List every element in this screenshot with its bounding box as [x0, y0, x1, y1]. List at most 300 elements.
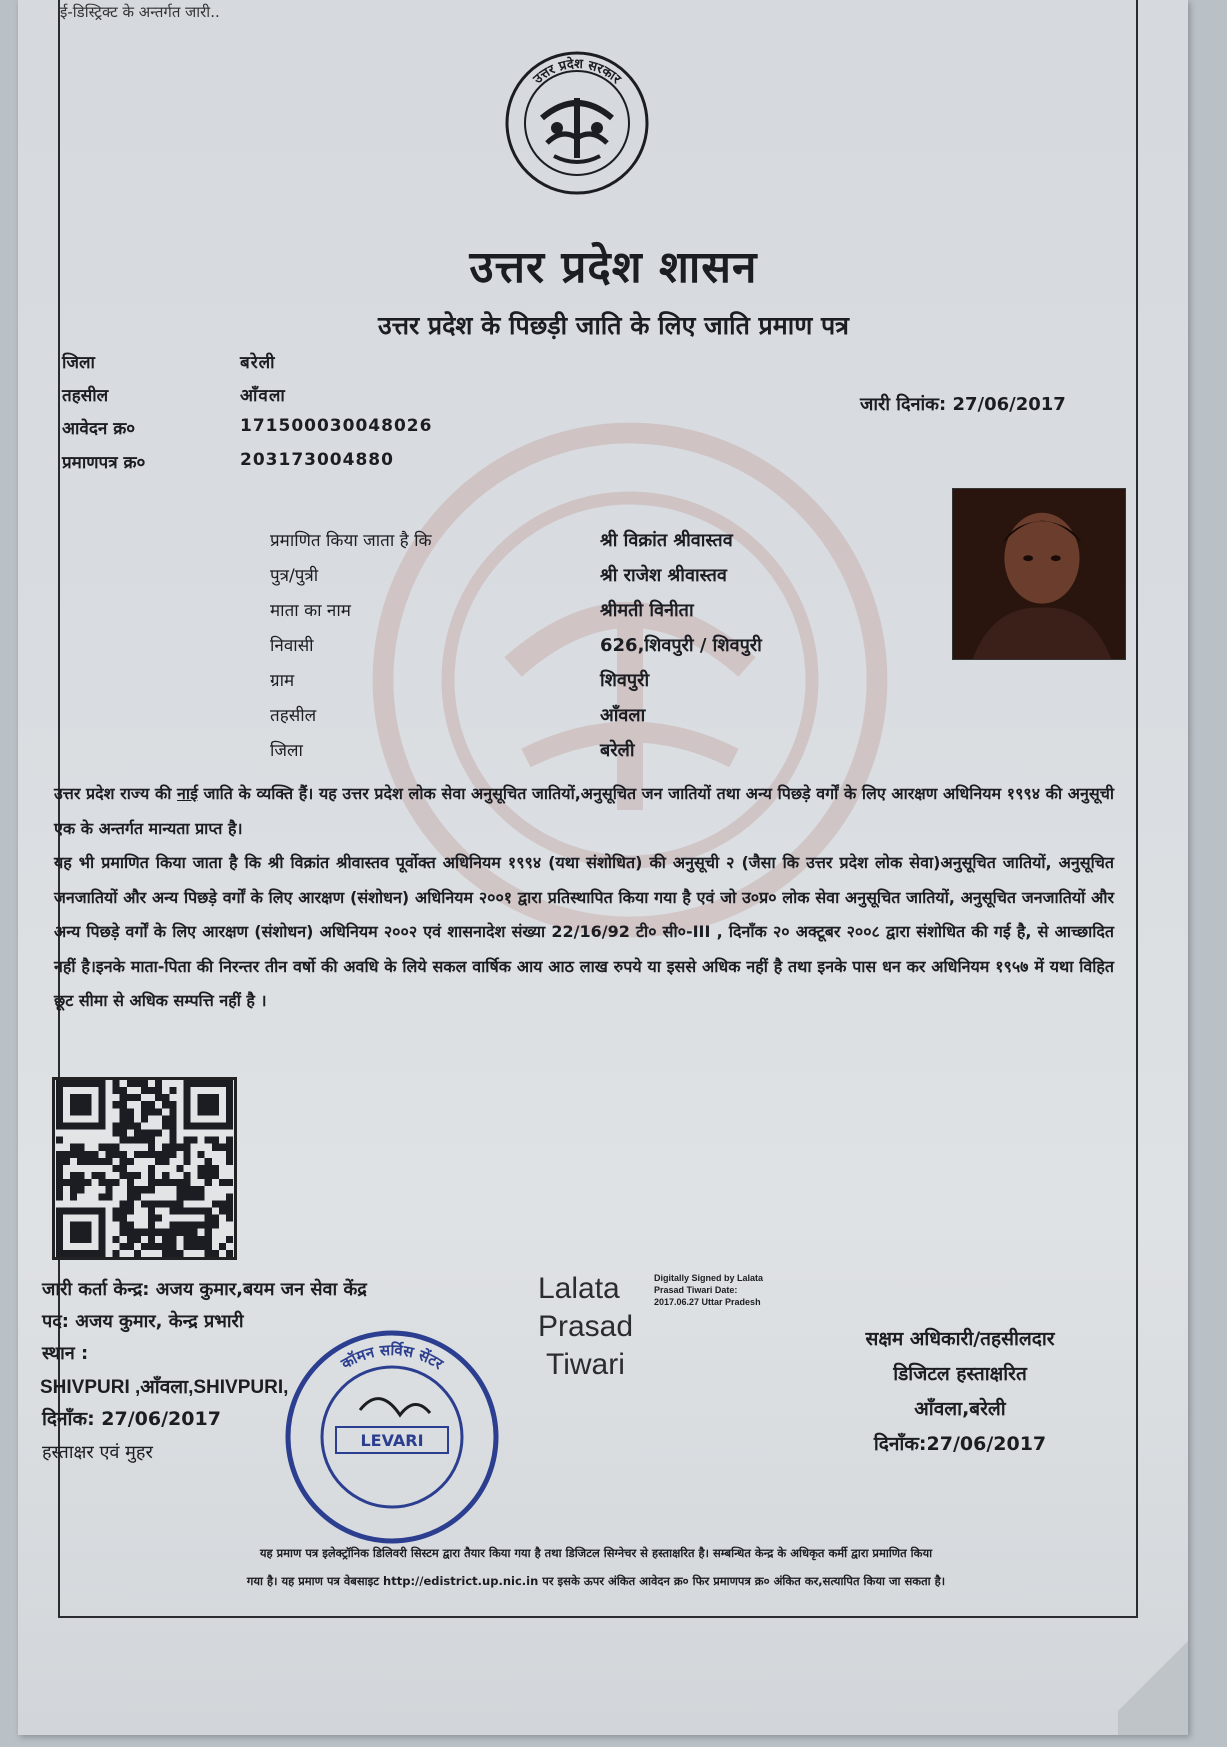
qr-module	[141, 1151, 148, 1158]
qr-module	[219, 1179, 226, 1186]
qr-module	[162, 1094, 169, 1101]
applicant-photo	[952, 488, 1126, 660]
qr-module	[127, 1207, 134, 1214]
detail-tehsil: आँवला	[600, 705, 646, 726]
qr-module	[120, 1200, 127, 1207]
signature-and-seal-label: हस्ताक्षर एवं मुहर	[42, 1442, 153, 1463]
qr-module	[84, 1158, 91, 1165]
qr-module	[155, 1151, 162, 1158]
creamy-layer-statement: यह भी प्रमाणित किया जाता है कि श्री विक्रांत श्रीवास्तव पूर्वोक्त अधिनियम १९९४ (यथा संशोधित) की अनुसूची २ (जैसा कि उत्तर प्रदेश लोक सेवा)अनुसूचित जातियों, अनुसूचित जनजातियों और अन्य पिछड़े वर्गों के लिए आरक्षण (संशोधन) अधिनियम २००१ द्वारा प्रतिस्थापित किया गया है एवं जो उ०प्र० लोक सेवा अनुसूचित जातियों, अनुसूचित जनजातियों और अन्य पिछड़े वर्गों के लिए आरक्षण (संशोधन) अधिनियम २००२ एवं शासनादेश संख्या 22/16/92 टी० सी०-III , दिनाँक २० अक्टूबर २००८ द्वारा संशोधित की गई है, से आच्छादित नहीं है।इनके माता-पिता की निरन्तर तीन वर्षो की अवधि के लिये सकल वार्षिक आय आठ लाख रुपये या इससे अधिक नहीं है तथा इनके पास धन कर अधिनियम १९५७ में यथा विहित छूट सीमा से अधिक सम्पत्ति नहीं है ।	[54, 853, 1114, 1010]
qr-module	[127, 1186, 134, 1193]
qr-module	[183, 1172, 190, 1179]
qr-module	[113, 1122, 120, 1129]
qr-module	[91, 1172, 98, 1179]
qr-module	[127, 1193, 134, 1200]
center-seal-stamp	[280, 1325, 505, 1550]
qr-module	[191, 1137, 198, 1144]
qr-module	[198, 1186, 205, 1193]
qr-module	[169, 1229, 176, 1236]
qr-module	[127, 1222, 134, 1229]
qr-module	[155, 1179, 162, 1186]
qr-module	[205, 1215, 212, 1222]
qr-code	[52, 1077, 237, 1260]
place-value: SHIVPURI ,आँवला,SHIVPURI,	[40, 1377, 289, 1398]
qr-module	[205, 1137, 212, 1144]
qr-module	[162, 1172, 169, 1179]
issuer-post: पद: अजय कुमार, केन्द्र प्रभारी	[42, 1311, 244, 1332]
officer-date: दिनाँक:27/06/2017	[873, 1433, 1047, 1455]
qr-module	[148, 1165, 155, 1172]
qr-module	[141, 1130, 148, 1137]
qr-module	[191, 1207, 198, 1214]
emblem-ring-text: उत्तर प्रदेश सरकार	[530, 56, 624, 88]
qr-module	[141, 1229, 148, 1236]
qr-module	[120, 1215, 127, 1222]
qr-module	[113, 1087, 120, 1094]
qr-module	[183, 1137, 190, 1144]
qr-module	[84, 1179, 91, 1186]
qr-module	[127, 1179, 134, 1186]
qr-module	[148, 1172, 155, 1179]
application-number-value: 171500030048026	[240, 416, 433, 436]
qr-module	[56, 1172, 63, 1179]
qr-module	[162, 1144, 169, 1151]
qr-module	[176, 1186, 183, 1193]
stamp-ring-text: कॉमन सर्विस सेंटर	[338, 1340, 447, 1374]
qr-module	[148, 1222, 155, 1229]
qr-module	[148, 1144, 155, 1151]
qr-module	[120, 1172, 127, 1179]
tehsil-label: तहसील	[62, 386, 109, 406]
qr-module	[113, 1130, 120, 1137]
qr-module	[183, 1243, 190, 1250]
qr-module	[141, 1108, 148, 1115]
qr-module	[162, 1229, 169, 1236]
qr-module	[127, 1080, 134, 1087]
qr-module	[176, 1229, 183, 1236]
qr-module	[120, 1115, 127, 1122]
qr-module	[169, 1108, 176, 1115]
caste-statement-suffix: जाति के व्यक्ति हैं। यह उत्तर प्रदेश लोक सेवा अनुसूचित जातियों,अनुसूचित जन जातियों तथा अन्य पिछड़े वर्गों के लिए आरक्षण अधिनियम १९९४ की अनुसूची एक के अन्तर्गत मान्यता प्राप्त है।	[54, 784, 1114, 838]
qr-module	[120, 1222, 127, 1229]
qr-module	[176, 1165, 183, 1172]
qr-module	[205, 1172, 212, 1179]
qr-module	[127, 1122, 134, 1129]
qr-module	[98, 1144, 105, 1151]
qr-module	[226, 1179, 233, 1186]
place-label: स्थान :	[42, 1343, 89, 1364]
qr-module	[212, 1144, 219, 1151]
qr-module	[148, 1108, 155, 1115]
qr-module	[120, 1094, 127, 1101]
qr-module	[226, 1158, 233, 1165]
qr-module	[183, 1151, 190, 1158]
qr-module	[106, 1158, 113, 1165]
qr-module	[226, 1207, 233, 1214]
qr-module	[113, 1250, 120, 1257]
qr-module	[219, 1243, 226, 1250]
qr-module	[141, 1101, 148, 1108]
qr-module	[162, 1158, 169, 1165]
qr-module	[176, 1144, 183, 1151]
issuer-date: दिनाँक: 27/06/2017	[42, 1408, 221, 1430]
certificate-number-value: 203173004880	[240, 450, 394, 470]
qr-module	[70, 1172, 77, 1179]
qr-module	[127, 1115, 134, 1122]
up-government-emblem	[502, 48, 652, 198]
qr-module	[205, 1165, 212, 1172]
qr-module	[169, 1250, 176, 1257]
qr-module	[183, 1193, 190, 1200]
qr-module	[127, 1243, 134, 1250]
qr-module	[169, 1222, 176, 1229]
qr-module	[63, 1158, 70, 1165]
qr-module	[226, 1200, 233, 1207]
detail-district: बरेली	[600, 740, 635, 761]
top-note: ई-डिस्ट्रिक्ट के अन्तर्गत जारी..	[60, 3, 220, 21]
qr-module	[162, 1200, 169, 1207]
qr-module	[148, 1179, 155, 1186]
qr-finder-center	[70, 1222, 91, 1243]
qr-module	[148, 1243, 155, 1250]
qr-module	[134, 1229, 141, 1236]
qr-module	[134, 1137, 141, 1144]
qr-module	[191, 1186, 198, 1193]
qr-module	[113, 1080, 120, 1087]
qr-module	[70, 1151, 77, 1158]
qr-module	[77, 1151, 84, 1158]
qr-finder-center	[198, 1094, 219, 1115]
qr-module	[56, 1193, 63, 1200]
qr-module	[127, 1108, 134, 1115]
qr-module	[169, 1179, 176, 1186]
qr-module	[120, 1108, 127, 1115]
qr-module	[120, 1137, 127, 1144]
qr-module	[205, 1236, 212, 1243]
qr-module	[148, 1229, 155, 1236]
qr-module	[205, 1158, 212, 1165]
qr-module	[183, 1229, 190, 1236]
qr-module	[226, 1250, 233, 1257]
signer-first-name: Lalata	[538, 1272, 620, 1305]
detail-label: निवासी	[270, 636, 314, 656]
qr-module	[148, 1130, 155, 1137]
qr-module	[134, 1080, 141, 1087]
qr-module	[176, 1222, 183, 1229]
qr-module	[106, 1144, 113, 1151]
qr-module	[198, 1222, 205, 1229]
qr-module	[113, 1101, 120, 1108]
qr-module	[77, 1158, 84, 1165]
qr-module	[176, 1193, 183, 1200]
qr-module	[219, 1200, 226, 1207]
qr-module	[120, 1243, 127, 1250]
qr-module	[113, 1236, 120, 1243]
caste-statement	[54, 777, 1114, 846]
qr-module	[98, 1179, 105, 1186]
qr-module	[70, 1144, 77, 1151]
qr-module	[183, 1186, 190, 1193]
qr-finder-center	[70, 1094, 91, 1115]
qr-module	[169, 1137, 176, 1144]
qr-module	[155, 1243, 162, 1250]
qr-module	[113, 1207, 120, 1214]
qr-module	[134, 1186, 141, 1193]
qr-module	[226, 1215, 233, 1222]
qr-module	[155, 1215, 162, 1222]
qr-module	[191, 1243, 198, 1250]
qr-module	[98, 1172, 105, 1179]
qr-module	[155, 1158, 162, 1165]
qr-module	[191, 1193, 198, 1200]
qr-module	[198, 1193, 205, 1200]
qr-module	[127, 1200, 134, 1207]
district-value: बरेली	[240, 353, 276, 373]
qr-module	[162, 1115, 169, 1122]
signature-metadata: Digitally Signed by Lalata Prasad Tiwari Date: 2017.06.27 Uttar Pradesh	[654, 1273, 764, 1307]
qr-module	[141, 1137, 148, 1144]
qr-module	[191, 1229, 198, 1236]
qr-module	[127, 1172, 134, 1179]
application-number-label: आवेदन क्र०	[62, 419, 136, 439]
qr-module	[226, 1193, 233, 1200]
qr-module	[169, 1115, 176, 1122]
qr-module	[148, 1215, 155, 1222]
qr-module	[226, 1137, 233, 1144]
qr-module	[183, 1158, 190, 1165]
qr-module	[120, 1229, 127, 1236]
qr-module	[169, 1200, 176, 1207]
issuing-center: जारी कर्ता केन्द्र: अजय कुमार,बयम जन सेवा केंद्र	[42, 1279, 367, 1300]
qr-module	[183, 1222, 190, 1229]
officer-place: आँवला,बरेली	[914, 1398, 1006, 1420]
village: शिवपुरी	[600, 670, 650, 691]
certificate-title: उत्तर प्रदेश शासन	[469, 242, 758, 293]
qr-module	[134, 1236, 141, 1243]
qr-module	[120, 1207, 127, 1214]
qr-module	[141, 1080, 148, 1087]
qr-module	[141, 1243, 148, 1250]
qr-module	[120, 1158, 127, 1165]
qr-module	[98, 1193, 105, 1200]
qr-module	[162, 1250, 169, 1257]
qr-module	[169, 1101, 176, 1108]
qr-module	[155, 1130, 162, 1137]
qr-module	[127, 1158, 134, 1165]
qr-module	[77, 1179, 84, 1186]
qr-module	[176, 1207, 183, 1214]
qr-module	[120, 1165, 127, 1172]
signer-middle-name: Prasad	[538, 1310, 634, 1343]
qr-module	[212, 1200, 219, 1207]
digital-signature	[538, 1270, 764, 1384]
qr-module	[91, 1158, 98, 1165]
qr-module	[162, 1122, 169, 1129]
qr-module	[141, 1186, 148, 1193]
qr-module	[134, 1130, 141, 1137]
qr-module	[56, 1137, 63, 1144]
qr-module	[148, 1087, 155, 1094]
detail-label: प्रमाणित किया जाता है कि	[270, 531, 432, 551]
qr-module	[134, 1250, 141, 1257]
qr-module	[205, 1243, 212, 1250]
qr-module	[155, 1094, 162, 1101]
qr-module	[198, 1151, 205, 1158]
qr-module	[134, 1172, 141, 1179]
footer-line-2: गया है। यह प्रमाण पत्र वेबसाइट http://edistrict.up.nic.in पर इसके ऊपर अंकित आवेदन क्र० फिर प्रमाणपत्र क्र० अंकित कर,सत्यापित किया जा सकता है।	[246, 1574, 946, 1588]
qr-module	[176, 1179, 183, 1186]
qr-module	[106, 1151, 113, 1158]
qr-module	[113, 1151, 120, 1158]
qr-module	[98, 1158, 105, 1165]
svg-text:कॉमन सर्विस सेंटर	[337, 1341, 447, 1374]
detail-label: तहसील	[270, 706, 317, 726]
qr-module	[169, 1243, 176, 1250]
qr-module	[120, 1130, 127, 1137]
qr-module	[141, 1200, 148, 1207]
qr-module	[169, 1087, 176, 1094]
qr-module	[169, 1151, 176, 1158]
qr-module	[155, 1229, 162, 1236]
qr-module	[56, 1158, 63, 1165]
qr-module	[212, 1222, 219, 1229]
father-name: श्री राजेश श्रीवास्तव	[600, 565, 727, 586]
qr-module	[134, 1094, 141, 1101]
qr-module	[106, 1193, 113, 1200]
page-fold	[1118, 1615, 1188, 1735]
certificate-number-label: प्रमाणपत्र क्र०	[62, 453, 146, 473]
qr-module	[169, 1207, 176, 1214]
qr-module	[169, 1122, 176, 1129]
qr-module	[77, 1172, 84, 1179]
qr-module	[183, 1179, 190, 1186]
stamp-center-text: LEVARI	[360, 1431, 424, 1450]
qr-module	[127, 1236, 134, 1243]
qr-module	[113, 1179, 120, 1186]
qr-module	[169, 1130, 176, 1137]
qr-module	[162, 1243, 169, 1250]
qr-module	[70, 1179, 77, 1186]
qr-module	[56, 1179, 63, 1186]
issue-date: जारी दिनांक: 27/06/2017	[860, 394, 1066, 415]
qr-module	[148, 1151, 155, 1158]
qr-module	[205, 1250, 212, 1257]
qr-module	[205, 1222, 212, 1229]
qr-module	[84, 1151, 91, 1158]
footer-line-1: यह प्रमाण पत्र इलेक्ट्रॉनिक डिलिवरी सिस्टम द्वारा तैयार किया गया है तथा डिजिटल सिग्नेचर से हस्ताक्षरित है। सम्बन्धित केन्द्र के अधिकृत कर्मी द्वारा प्रमाणित किया	[259, 1546, 933, 1560]
qr-module	[127, 1094, 134, 1101]
qr-module	[113, 1215, 120, 1222]
qr-module	[120, 1101, 127, 1108]
qr-module	[198, 1172, 205, 1179]
qr-module	[205, 1207, 212, 1214]
qr-module	[191, 1222, 198, 1229]
qr-module	[212, 1137, 219, 1144]
caste-name: नाई	[177, 784, 198, 803]
qr-module	[134, 1193, 141, 1200]
certificate-subtitle: उत्तर प्रदेश के पिछड़ी जाति के लिए जाति प्रमाण पत्र	[378, 311, 849, 340]
qr-module	[106, 1179, 113, 1186]
qr-module	[198, 1165, 205, 1172]
district-label: जिला	[62, 353, 95, 373]
qr-module	[77, 1144, 84, 1151]
qr-module	[134, 1122, 141, 1129]
residence: 626,शिवपुरी / शिवपुरी	[600, 635, 762, 656]
qr-module	[77, 1186, 84, 1193]
digitally-signed-label: डिजिटल हस्ताक्षरित	[893, 1363, 1027, 1385]
qr-module	[169, 1144, 176, 1151]
qr-module	[183, 1207, 190, 1214]
qr-module	[205, 1179, 212, 1186]
qr-module	[120, 1151, 127, 1158]
qr-module	[219, 1144, 226, 1151]
qr-module	[198, 1207, 205, 1214]
qr-module	[183, 1144, 190, 1151]
qr-module	[176, 1250, 183, 1257]
qr-module	[226, 1236, 233, 1243]
qr-module	[183, 1236, 190, 1243]
qr-module	[70, 1193, 77, 1200]
qr-module	[70, 1186, 77, 1193]
qr-module	[120, 1087, 127, 1094]
qr-module	[91, 1151, 98, 1158]
qr-module	[212, 1172, 219, 1179]
qr-module	[148, 1137, 155, 1144]
qr-module	[162, 1151, 169, 1158]
qr-module	[155, 1108, 162, 1115]
qr-module	[212, 1215, 219, 1222]
qr-module	[56, 1151, 63, 1158]
qr-module	[155, 1087, 162, 1094]
qr-module	[148, 1186, 155, 1193]
qr-module	[226, 1151, 233, 1158]
detail-label: जिला	[270, 741, 303, 761]
qr-module	[155, 1200, 162, 1207]
qr-module	[205, 1229, 212, 1236]
qr-module	[63, 1179, 70, 1186]
detail-label: माता का नाम	[270, 601, 351, 621]
qr-module	[219, 1207, 226, 1214]
qr-module	[212, 1165, 219, 1172]
qr-module	[134, 1151, 141, 1158]
qr-module	[169, 1236, 176, 1243]
qr-module	[113, 1144, 120, 1151]
qr-module	[148, 1207, 155, 1214]
qr-module	[127, 1137, 134, 1144]
applicant-name: श्री विक्रांत श्रीवास्तव	[600, 530, 733, 551]
qr-module	[226, 1144, 233, 1151]
qr-module	[141, 1087, 148, 1094]
detail-label: पुत्र/पुत्री	[270, 566, 319, 586]
qr-module	[198, 1236, 205, 1243]
tehsil-value: आँवला	[240, 386, 286, 406]
caste-statement-prefix: उत्तर प्रदेश राज्य की	[54, 784, 172, 803]
qr-module	[141, 1115, 148, 1122]
qr-module	[212, 1250, 219, 1257]
qr-module	[162, 1236, 169, 1243]
qr-module	[113, 1165, 120, 1172]
qr-module	[106, 1186, 113, 1193]
qr-module	[176, 1200, 183, 1207]
qr-module	[198, 1243, 205, 1250]
qr-module	[155, 1080, 162, 1087]
qr-module	[56, 1186, 63, 1193]
mother-name: श्रीमती विनीता	[600, 600, 694, 621]
qr-module	[148, 1236, 155, 1243]
qr-module	[148, 1101, 155, 1108]
qr-module	[162, 1179, 169, 1186]
qr-module	[56, 1165, 63, 1172]
